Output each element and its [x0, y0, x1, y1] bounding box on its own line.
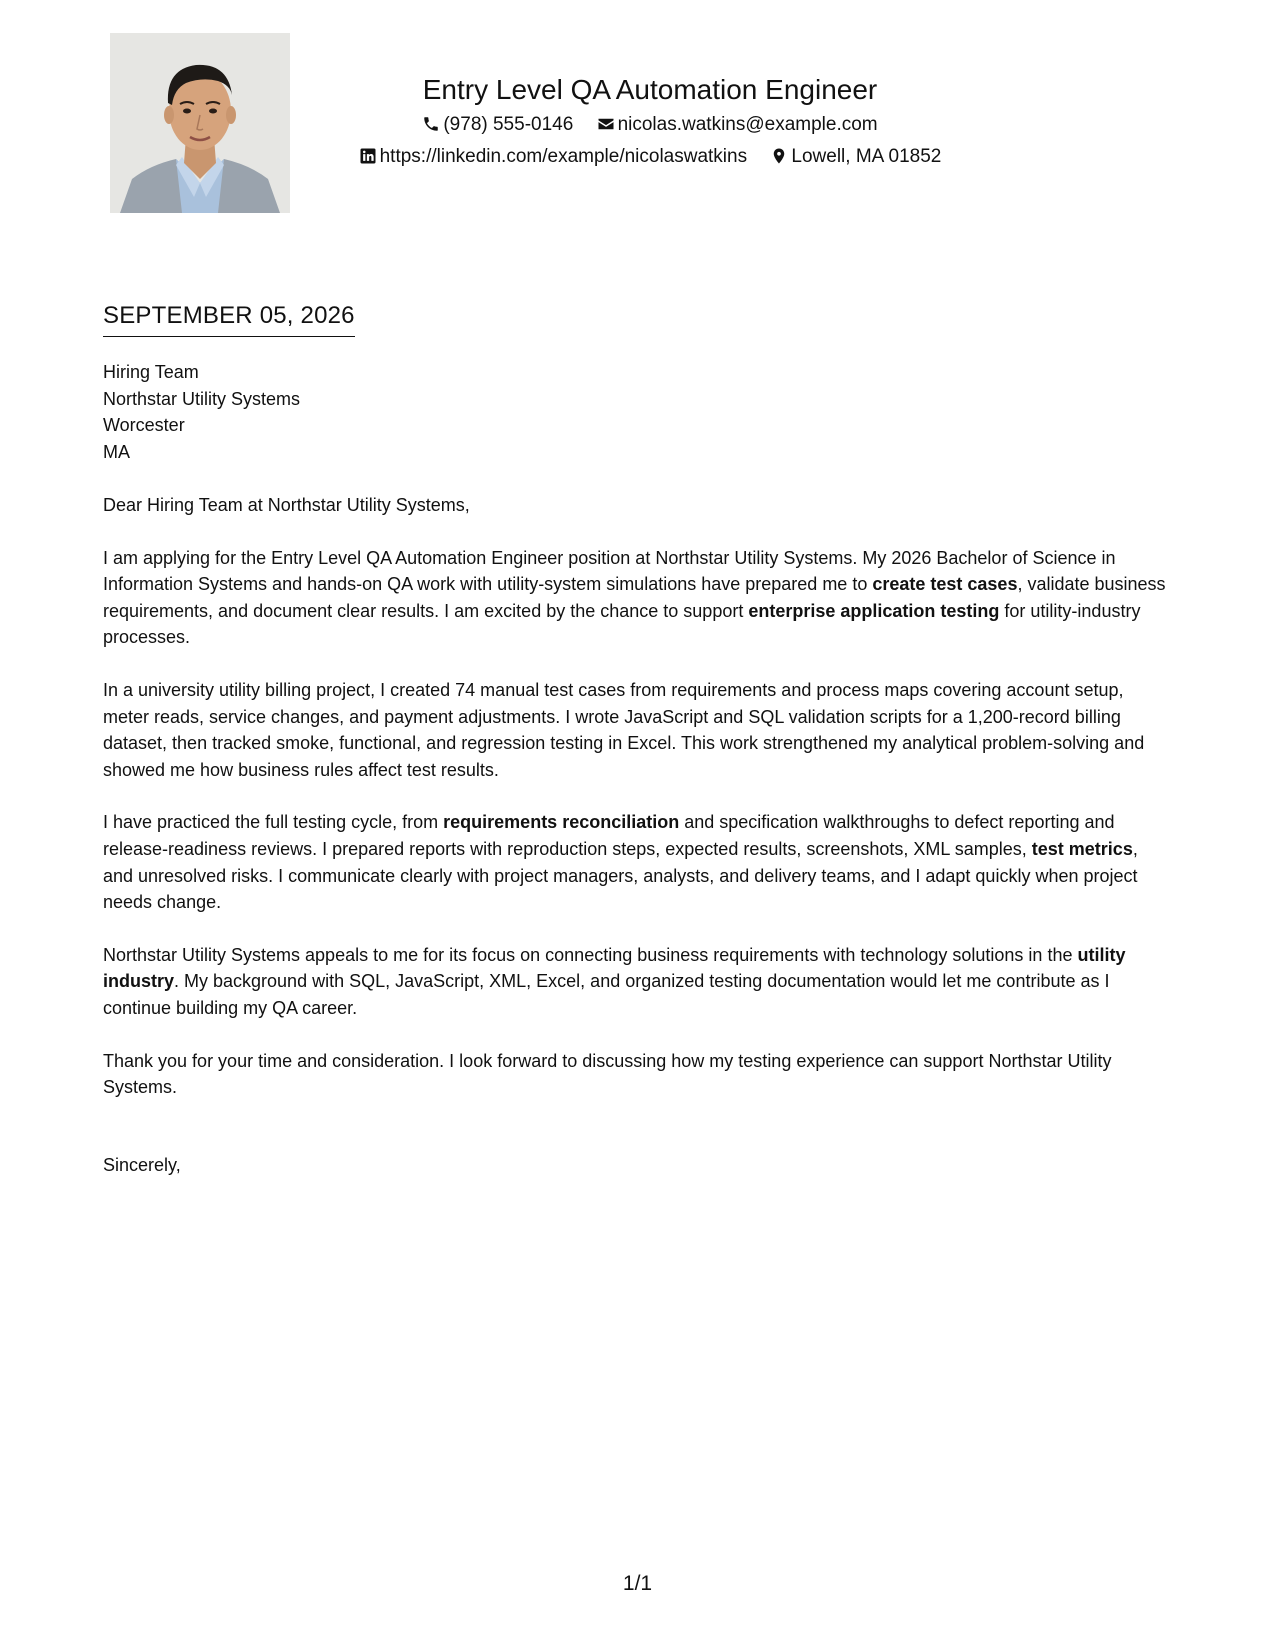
letter-date: SEPTEMBER 05, 2026 — [103, 300, 355, 337]
recipient-block — [103, 359, 300, 465]
contact-row-2 — [300, 144, 1000, 170]
bold-phrase: enterprise application testing — [748, 600, 1000, 621]
text-run: and specification walkthroughs to defect reporting and release-readiness reviews. I prepared reports with reproduction steps, expected results, screenshots, XML samples, — [103, 812, 1115, 859]
linkedin-item[interactable] — [359, 144, 748, 170]
text-run: . My background with SQL, JavaScript, XML, Excel, and organized testing documentation would let me contribute as I continue building my QA career. — [103, 971, 1110, 1018]
paragraph-3 — [103, 809, 1171, 915]
text-run: Northstar Utility Systems appeals to me for its focus on connecting business requirements with technology solutions in the — [103, 944, 1078, 965]
text-run: , validate business requirements, and document clear results. I am excited by the chance to support — [103, 574, 1166, 621]
email-item[interactable] — [597, 112, 878, 138]
text-run: , and unresolved risks. I communicate clearly with project managers, analysts, and delivery teams, and I adapt quickly when project needs change. — [103, 838, 1138, 913]
text-run: for utility-industry processes. — [103, 600, 1141, 648]
phone-number: (978) 555-0146 — [443, 114, 574, 135]
location-text: Lowell, MA 01852 — [791, 146, 942, 167]
paragraph-5: Thank you for your time and consideration. I look forward to discussing how my testing experience can support Northstar Utility Systems. — [103, 1050, 1112, 1098]
salutation: Dear Hiring Team at Northstar Utility Systems, — [103, 495, 470, 515]
paragraph-2: In a university utility billing project, I created 74 manual test cases from requirements and process maps covering account setup, meter reads, service changes, and payment adjustments. I wrote JavaScript and SQL validation scripts for a 1,200-record billing dataset, then tracked smoke, functional, and regression testing in Excel. This work strengthened my analytical problem-solving and showed me how business rules affect test results. — [103, 679, 1145, 780]
job-title: Entry Level QA Automation Engineer — [422, 74, 878, 105]
closing: Sincerely, — [103, 1155, 181, 1175]
email-address[interactable]: nicolas.watkins@example.com — [617, 114, 878, 135]
location-item — [770, 144, 941, 170]
text-run: I have practiced the full testing cycle, from — [103, 812, 444, 833]
recipient-line: Hiring Team — [103, 362, 199, 382]
linkedin-url[interactable]: https://linkedin.com/example/nicolaswatkins — [379, 146, 748, 167]
bold-phrase: utility industry — [103, 944, 1126, 992]
envelope-icon — [597, 115, 615, 133]
paragraph-4 — [103, 942, 1171, 1022]
phone-icon — [422, 115, 440, 133]
map-pin-icon — [770, 147, 788, 165]
recipient-company: Northstar Utility Systems — [103, 388, 301, 409]
bold-phrase: create test cases — [872, 574, 1018, 595]
linkedin-icon — [359, 147, 377, 165]
bold-phrase: test metrics — [1031, 838, 1133, 859]
text-run: I am applying for the Entry Level QA Automation Engineer position at Northstar Utility Systems. My 2026 Bachelor of Science in Information Systems and hands-on QA work with utility-system simulations have prepared me to — [103, 547, 1116, 595]
bold-phrase: requirements reconciliation — [443, 812, 680, 833]
phone-item — [422, 112, 573, 138]
letter-body — [103, 492, 1171, 1127]
profile-photo — [110, 33, 290, 213]
recipient-state: MA — [103, 441, 130, 462]
paragraph-1 — [103, 545, 1171, 651]
recipient-city: Worcester — [103, 415, 185, 436]
contact-row-1 — [300, 112, 1000, 138]
page-number: 1/1 — [622, 1572, 653, 1595]
